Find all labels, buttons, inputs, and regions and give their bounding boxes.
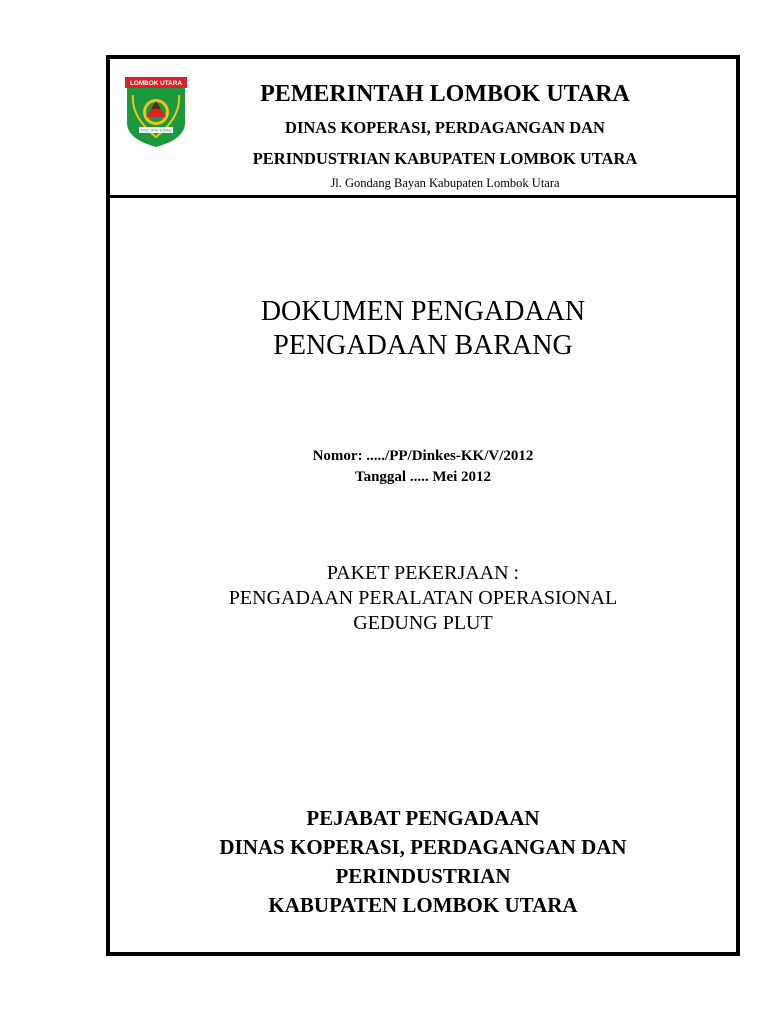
document-reference	[110, 446, 736, 488]
official-line2: DINAS KOPERASI, PERDAGANGAN DAN	[219, 835, 627, 859]
official-line1: PEJABAT PENGADAAN	[306, 806, 540, 830]
government-name: PEMERINTAH LOMBOK UTARA	[260, 81, 630, 107]
letterhead	[110, 59, 736, 198]
document-title	[110, 295, 736, 363]
document-title-line2: PENGADAAN BARANG	[273, 330, 573, 361]
official-line4: KABUPATEN LOMBOK UTARA	[268, 893, 578, 917]
logo-motto: TIOQ TATA TUNAQ	[140, 128, 172, 133]
work-package-line1: PENGADAAN PERALATAN OPERASIONAL	[228, 587, 618, 609]
agency-address: Jl. Gondang Bayan Kabupaten Lombok Utara	[330, 176, 560, 190]
document-title-line1: DOKUMEN PENGADAAN	[260, 296, 586, 327]
work-package	[110, 561, 736, 636]
agency-name-line2: PERINDUSTRIAN KABUPATEN LOMBOK UTARA	[252, 149, 638, 168]
document-frame	[106, 55, 740, 956]
procurement-official	[110, 804, 736, 920]
work-package-label: PAKET PEKERJAAN :	[326, 562, 520, 584]
official-line3: PERINDUSTRIAN	[335, 864, 511, 888]
document-date: Tanggal ..... Mei 2012	[354, 469, 492, 485]
document-number: Nomor: ...../PP/Dinkes-KK/V/2012	[312, 448, 534, 464]
logo-label: LOMBOK UTARA	[129, 80, 183, 88]
work-package-line2: GEDUNG PLUT	[353, 612, 493, 634]
agency-name-line1: DINAS KOPERASI, PERDAGANGAN DAN	[285, 118, 605, 137]
